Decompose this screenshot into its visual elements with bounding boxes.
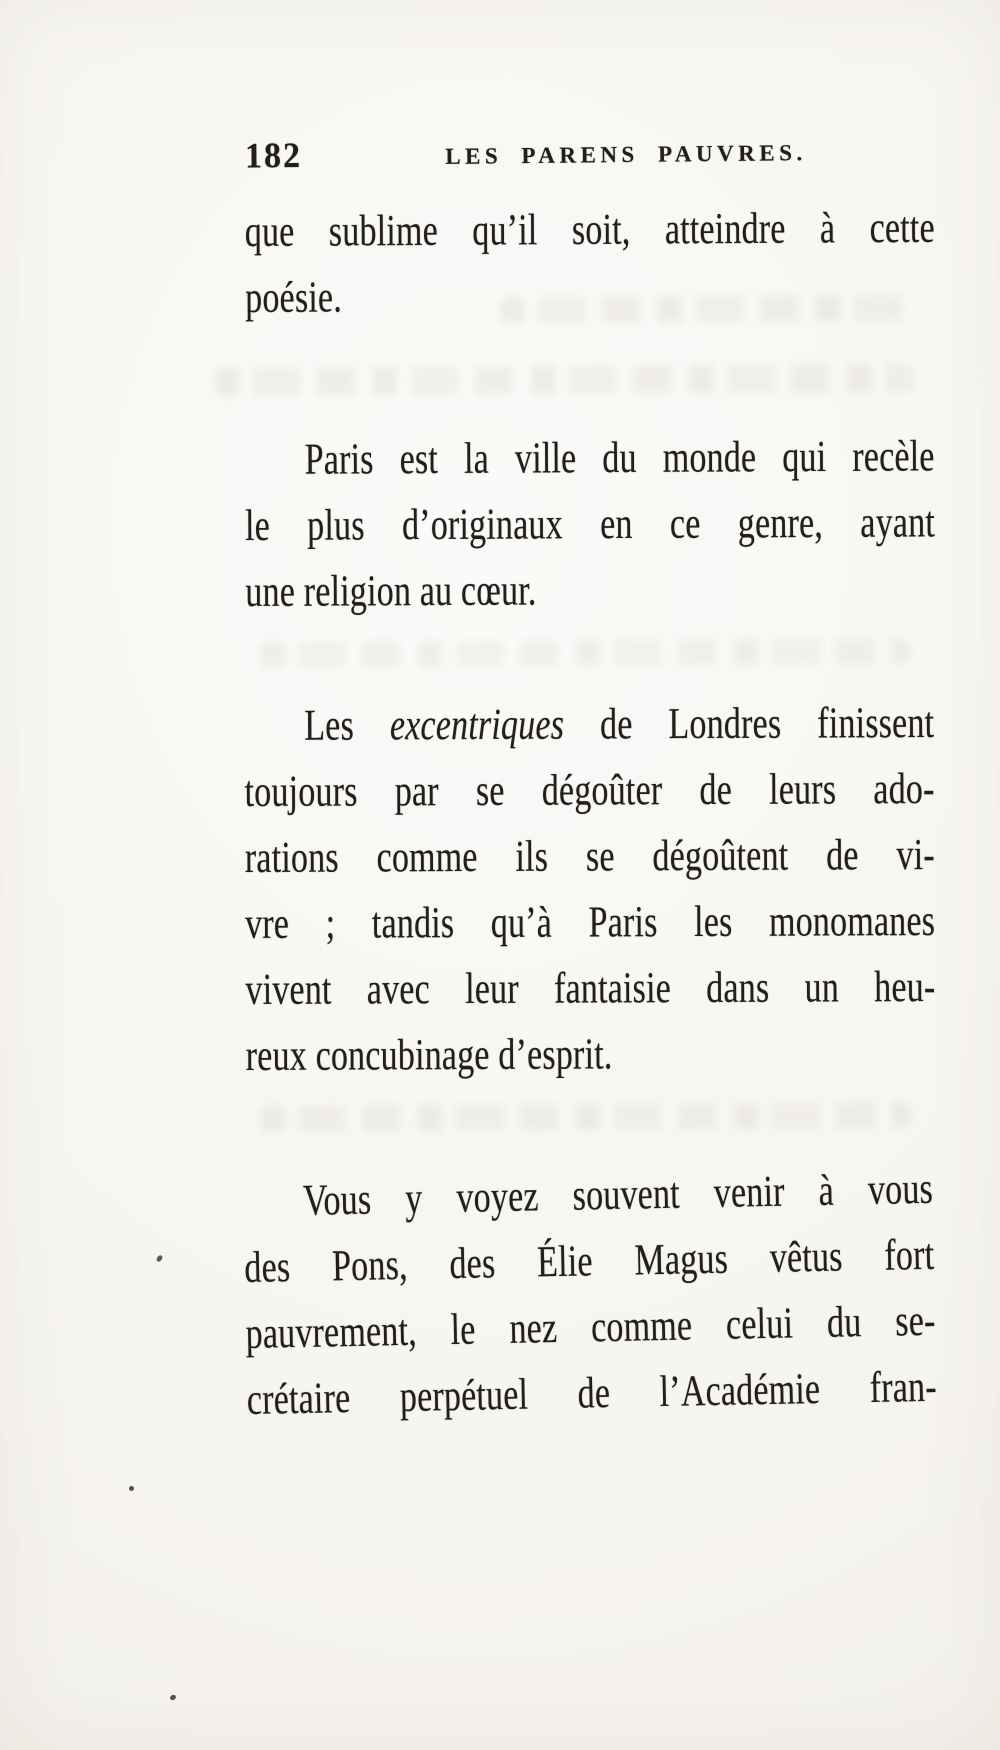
text-line: des Pons, des Élie Magus vêtus fort xyxy=(243,1231,935,1293)
page-number: 182 xyxy=(244,136,303,176)
text-line: rations comme ils se dégoûtent de vi- xyxy=(244,831,935,883)
paragraph-1 xyxy=(245,196,936,332)
text-line: Vous y voyez souvent venir à vous xyxy=(302,1165,934,1226)
italic-word: excentriques xyxy=(389,700,565,750)
running-title: LES PARENS PAUVRES. xyxy=(445,140,807,169)
text-line: une religion au cœur. xyxy=(245,566,537,617)
paragraph-3 xyxy=(244,691,936,1090)
text-line: pauvrement, le nez comme celui du se- xyxy=(245,1297,936,1359)
paragraph-4 xyxy=(242,1157,937,1434)
text-line: vivent avec leur fantaisie dans un heu- xyxy=(245,963,936,1015)
ink-speck xyxy=(129,1486,134,1491)
text-line: poésie. xyxy=(245,273,343,323)
text-line: que sublime qu’il soit, atteindre à cette xyxy=(244,204,935,257)
text-line: vre ; tandis qu’à Paris les monomanes xyxy=(245,897,936,949)
ink-speck xyxy=(155,1254,163,1263)
text-line: Paris est la ville du monde qui recèle xyxy=(304,432,935,485)
text-line: toujours par se dégoûter de leurs ado- xyxy=(244,765,935,817)
paragraph-2 xyxy=(244,424,935,626)
page-header xyxy=(245,129,935,184)
text-segment: Les xyxy=(304,701,391,751)
text-line: crétaire perpétuel de l’Académie fran- xyxy=(246,1363,938,1425)
text-segment: de Londres finissent xyxy=(564,699,935,750)
text-line: reux concubinage d’esprit. xyxy=(245,1030,613,1081)
ink-speck xyxy=(169,1694,177,1701)
text-line: le plus d’originaux en ce genre, ayant xyxy=(244,498,936,551)
text-block xyxy=(243,200,938,1434)
